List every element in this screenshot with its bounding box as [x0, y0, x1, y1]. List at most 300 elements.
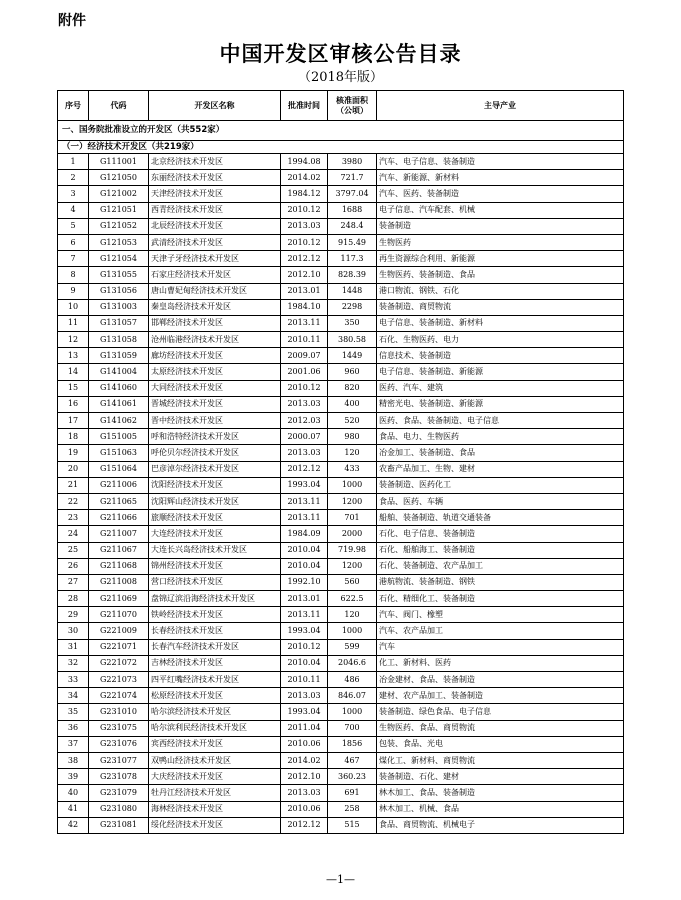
cell-approval-date: 2010.06 — [281, 801, 328, 817]
cell-index: 13 — [58, 348, 89, 364]
cell-index: 17 — [58, 413, 89, 429]
table-header-row — [58, 91, 624, 121]
cell-leading-industry: 食品、商贸物流、机械电子 — [377, 817, 624, 833]
header-leading-industry: 主导产业 — [377, 91, 624, 121]
section-heading: 一、国务院批准设立的开发区（共552家） — [58, 121, 624, 141]
cell-approval-date: 2012.12 — [281, 251, 328, 267]
cell-approved-area: 1449 — [328, 348, 377, 364]
cell-code: G211065 — [89, 493, 149, 509]
cell-leading-industry: 生物医药、装备制造、食品 — [377, 267, 624, 283]
cell-leading-industry: 农畜产品加工、生物、建材 — [377, 461, 624, 477]
cell-approval-date: 2013.11 — [281, 315, 328, 331]
table-row — [58, 267, 624, 283]
cell-code: G231010 — [89, 704, 149, 720]
cell-leading-industry: 化工、新材料、医药 — [377, 655, 624, 671]
cell-index: 30 — [58, 623, 89, 639]
cell-code: G211008 — [89, 574, 149, 590]
table-row — [58, 607, 624, 623]
cell-zone-name: 宾西经济技术开发区 — [149, 736, 281, 752]
subsection-heading: （一）经济技术开发区（共219家） — [58, 141, 624, 154]
cell-zone-name: 沧州临港经济技术开发区 — [149, 332, 281, 348]
cell-code: G131055 — [89, 267, 149, 283]
cell-approved-area: 1688 — [328, 202, 377, 218]
cell-zone-name: 海林经济技术开发区 — [149, 801, 281, 817]
table-row — [58, 558, 624, 574]
cell-zone-name: 邯郸经济技术开发区 — [149, 315, 281, 331]
cell-zone-name: 大庆经济技术开发区 — [149, 769, 281, 785]
document-subtitle: （2018年版） — [297, 70, 384, 85]
cell-index: 27 — [58, 574, 89, 590]
cell-zone-name: 长春汽车经济技术开发区 — [149, 639, 281, 655]
cell-index: 18 — [58, 429, 89, 445]
cell-approved-area: 560 — [328, 574, 377, 590]
cell-zone-name: 西青经济技术开发区 — [149, 202, 281, 218]
cell-index: 5 — [58, 218, 89, 234]
table-row — [58, 736, 624, 752]
cell-leading-industry: 生物医药 — [377, 234, 624, 250]
cell-index: 4 — [58, 202, 89, 218]
cell-index: 12 — [58, 332, 89, 348]
cell-approval-date: 2010.04 — [281, 542, 328, 558]
cell-leading-industry: 石化、精细化工、装备制造 — [377, 591, 624, 607]
cell-zone-name: 哈尔滨经济技术开发区 — [149, 704, 281, 720]
cell-approval-date: 2012.10 — [281, 769, 328, 785]
header-approved-area: 核准面积（公顷） — [328, 91, 377, 121]
cell-zone-name: 晋中经济技术开发区 — [149, 413, 281, 429]
cell-leading-industry: 装备制造、医药化工 — [377, 477, 624, 493]
cell-approved-area: 2298 — [328, 299, 377, 315]
cell-zone-name: 吉林经济技术开发区 — [149, 655, 281, 671]
cell-approved-area: 700 — [328, 720, 377, 736]
cell-approved-area: 701 — [328, 510, 377, 526]
cell-zone-name: 旅顺经济技术开发区 — [149, 510, 281, 526]
cell-index: 42 — [58, 817, 89, 833]
cell-index: 36 — [58, 720, 89, 736]
cell-approval-date: 2014.02 — [281, 752, 328, 768]
cell-index: 15 — [58, 380, 89, 396]
page-number: —1— — [326, 873, 355, 886]
table-row — [58, 688, 624, 704]
cell-code: G221072 — [89, 655, 149, 671]
cell-code: G211069 — [89, 591, 149, 607]
cell-leading-industry: 医药、食品、装备制造、电子信息 — [377, 413, 624, 429]
cell-approval-date: 2010.12 — [281, 234, 328, 250]
cell-approval-date: 2010.11 — [281, 332, 328, 348]
cell-approval-date: 1984.09 — [281, 526, 328, 542]
cell-leading-industry: 生物医药、食品、商贸物流 — [377, 720, 624, 736]
cell-approved-area: 980 — [328, 429, 377, 445]
cell-approved-area: 1000 — [328, 704, 377, 720]
cell-approved-area: 846.07 — [328, 688, 377, 704]
cell-leading-industry: 林木加工、机械、食品 — [377, 801, 624, 817]
cell-zone-name: 锦州经济技术开发区 — [149, 558, 281, 574]
cell-leading-industry: 医药、汽车、建筑 — [377, 380, 624, 396]
cell-approved-area: 1000 — [328, 623, 377, 639]
cell-approved-area: 599 — [328, 639, 377, 655]
cell-code: G221071 — [89, 639, 149, 655]
cell-zone-name: 秦皇岛经济技术开发区 — [149, 299, 281, 315]
cell-zone-name: 北辰经济技术开发区 — [149, 218, 281, 234]
cell-approved-area: 515 — [328, 817, 377, 833]
cell-approved-area: 691 — [328, 785, 377, 801]
table-row — [58, 591, 624, 607]
cell-approved-area: 120 — [328, 445, 377, 461]
cell-approval-date: 2001.06 — [281, 364, 328, 380]
table-row — [58, 704, 624, 720]
cell-approval-date: 2010.12 — [281, 639, 328, 655]
cell-index: 35 — [58, 704, 89, 720]
cell-approved-area: 486 — [328, 672, 377, 688]
cell-approved-area: 719.98 — [328, 542, 377, 558]
cell-code: G121053 — [89, 234, 149, 250]
table-row — [58, 639, 624, 655]
cell-approved-area: 248.4 — [328, 218, 377, 234]
cell-code: G141060 — [89, 380, 149, 396]
cell-code: G131059 — [89, 348, 149, 364]
cell-leading-industry: 汽车、医药、装备制造 — [377, 186, 624, 202]
cell-approved-area: 380.58 — [328, 332, 377, 348]
cell-index: 20 — [58, 461, 89, 477]
cell-approval-date: 1993.04 — [281, 704, 328, 720]
cell-index: 41 — [58, 801, 89, 817]
cell-approved-area: 2046.6 — [328, 655, 377, 671]
cell-approved-area: 960 — [328, 364, 377, 380]
cell-code: G211067 — [89, 542, 149, 558]
cell-zone-name: 营口经济技术开发区 — [149, 574, 281, 590]
cell-approval-date: 2013.11 — [281, 510, 328, 526]
cell-code: G221074 — [89, 688, 149, 704]
cell-zone-name: 大同经济技术开发区 — [149, 380, 281, 396]
cell-index: 7 — [58, 251, 89, 267]
table-row — [58, 574, 624, 590]
cell-approved-area: 2000 — [328, 526, 377, 542]
table-row — [58, 218, 624, 234]
table-row — [58, 817, 624, 833]
cell-index: 25 — [58, 542, 89, 558]
table-row — [58, 348, 624, 364]
table-row — [58, 251, 624, 267]
cell-code: G231081 — [89, 817, 149, 833]
cell-index: 33 — [58, 672, 89, 688]
table-row — [58, 526, 624, 542]
cell-code: G111001 — [89, 154, 149, 170]
cell-leading-industry: 食品、电力、生物医药 — [377, 429, 624, 445]
cell-code: G121052 — [89, 218, 149, 234]
cell-code: G221073 — [89, 672, 149, 688]
cell-approval-date: 1994.08 — [281, 154, 328, 170]
cell-zone-name: 太原经济技术开发区 — [149, 364, 281, 380]
cell-index: 3 — [58, 186, 89, 202]
cell-index: 11 — [58, 315, 89, 331]
table-row — [58, 429, 624, 445]
cell-index: 40 — [58, 785, 89, 801]
cell-leading-industry: 电子信息、汽车配套、机械 — [377, 202, 624, 218]
cell-index: 19 — [58, 445, 89, 461]
cell-leading-industry: 食品、医药、车辆 — [377, 493, 624, 509]
cell-code: G151005 — [89, 429, 149, 445]
cell-index: 31 — [58, 639, 89, 655]
table-row — [58, 720, 624, 736]
cell-approval-date: 2013.11 — [281, 493, 328, 509]
cell-code: G231077 — [89, 752, 149, 768]
table-row — [58, 186, 624, 202]
cell-approved-area: 520 — [328, 413, 377, 429]
cell-code: G211007 — [89, 526, 149, 542]
cell-index: 32 — [58, 655, 89, 671]
cell-code: G211066 — [89, 510, 149, 526]
cell-code: G121054 — [89, 251, 149, 267]
header-zone-name: 开发区名称 — [149, 91, 281, 121]
table-row — [58, 413, 624, 429]
cell-zone-name: 巴彦淖尔经济技术开发区 — [149, 461, 281, 477]
cell-leading-industry: 石化、生物医药、电力 — [377, 332, 624, 348]
cell-approval-date: 1993.04 — [281, 477, 328, 493]
cell-approval-date: 2014.02 — [281, 170, 328, 186]
cell-leading-industry: 港口物流、钢铁、石化 — [377, 283, 624, 299]
cell-code: G221009 — [89, 623, 149, 639]
cell-code: G131058 — [89, 332, 149, 348]
cell-leading-industry: 电子信息、装备制造、新材料 — [377, 315, 624, 331]
cell-leading-industry: 汽车、阀门、橡塑 — [377, 607, 624, 623]
cell-code: G131003 — [89, 299, 149, 315]
table-row — [58, 801, 624, 817]
cell-approved-area: 3980 — [328, 154, 377, 170]
development-zone-table — [57, 90, 624, 834]
cell-leading-industry: 石化、电子信息、装备制造 — [377, 526, 624, 542]
cell-code: G131056 — [89, 283, 149, 299]
cell-approval-date: 1984.12 — [281, 186, 328, 202]
cell-zone-name: 松原经济技术开发区 — [149, 688, 281, 704]
cell-code: G211070 — [89, 607, 149, 623]
cell-leading-industry: 冶金建材、食品、装备制造 — [377, 672, 624, 688]
cell-approved-area: 120 — [328, 607, 377, 623]
cell-zone-name: 东丽经济技术开发区 — [149, 170, 281, 186]
table-row — [58, 299, 624, 315]
header-approval-date: 批准时间 — [281, 91, 328, 121]
cell-leading-industry: 港航物流、装备制造、钢铁 — [377, 574, 624, 590]
header-index: 序号 — [58, 91, 89, 121]
cell-code: G231079 — [89, 785, 149, 801]
cell-approved-area: 467 — [328, 752, 377, 768]
cell-approved-area: 1000 — [328, 477, 377, 493]
cell-approved-area: 1856 — [328, 736, 377, 752]
cell-zone-name: 呼和浩特经济技术开发区 — [149, 429, 281, 445]
cell-approval-date: 2013.03 — [281, 688, 328, 704]
cell-approval-date: 2012.10 — [281, 267, 328, 283]
table-row — [58, 315, 624, 331]
cell-approved-area: 117.3 — [328, 251, 377, 267]
cell-leading-industry: 装备制造、石化、建材 — [377, 769, 624, 785]
document-title: 中国开发区审核公告目录 — [219, 41, 462, 66]
cell-zone-name: 长春经济技术开发区 — [149, 623, 281, 639]
cell-approval-date: 2013.03 — [281, 396, 328, 412]
cell-approval-date: 2012.12 — [281, 817, 328, 833]
cell-leading-industry: 汽车、农产品加工 — [377, 623, 624, 639]
cell-zone-name: 大连长兴岛经济技术开发区 — [149, 542, 281, 558]
cell-code: G131057 — [89, 315, 149, 331]
cell-index: 6 — [58, 234, 89, 250]
cell-approval-date: 2010.06 — [281, 736, 328, 752]
cell-approved-area: 400 — [328, 396, 377, 412]
table-row — [58, 785, 624, 801]
cell-zone-name: 绥化经济技术开发区 — [149, 817, 281, 833]
cell-code: G231075 — [89, 720, 149, 736]
cell-index: 26 — [58, 558, 89, 574]
cell-zone-name: 牡丹江经济技术开发区 — [149, 785, 281, 801]
cell-approval-date: 2013.03 — [281, 785, 328, 801]
cell-zone-name: 北京经济技术开发区 — [149, 154, 281, 170]
cell-leading-industry: 石化、船舶海工、装备制造 — [377, 542, 624, 558]
table-row — [58, 510, 624, 526]
table-row — [58, 380, 624, 396]
cell-leading-industry: 包装、食品、光电 — [377, 736, 624, 752]
cell-approval-date: 2010.04 — [281, 558, 328, 574]
cell-index: 39 — [58, 769, 89, 785]
cell-index: 22 — [58, 493, 89, 509]
cell-zone-name: 天津子牙经济技术开发区 — [149, 251, 281, 267]
cell-approval-date: 2012.03 — [281, 413, 328, 429]
cell-approval-date: 2011.04 — [281, 720, 328, 736]
cell-leading-industry: 装备制造、绿色食品、电子信息 — [377, 704, 624, 720]
cell-approval-date: 2013.03 — [281, 445, 328, 461]
cell-zone-name: 呼伦贝尔经济技术开发区 — [149, 445, 281, 461]
cell-approval-date: 2013.01 — [281, 591, 328, 607]
cell-approved-area: 350 — [328, 315, 377, 331]
table-row — [58, 655, 624, 671]
cell-code: G141062 — [89, 413, 149, 429]
cell-approval-date: 2010.12 — [281, 202, 328, 218]
cell-zone-name: 沈阳经济技术开发区 — [149, 477, 281, 493]
cell-code: G151064 — [89, 461, 149, 477]
cell-index: 28 — [58, 591, 89, 607]
cell-zone-name: 廊坊经济技术开发区 — [149, 348, 281, 364]
cell-zone-name: 唐山曹妃甸经济技术开发区 — [149, 283, 281, 299]
cell-zone-name: 哈尔滨利民经济技术开发区 — [149, 720, 281, 736]
table-row — [58, 154, 624, 170]
cell-index: 23 — [58, 510, 89, 526]
cell-code: G151063 — [89, 445, 149, 461]
cell-leading-industry: 装备制造、商贸物流 — [377, 299, 624, 315]
cell-code: G211006 — [89, 477, 149, 493]
cell-approved-area: 915.49 — [328, 234, 377, 250]
attachment-label: 附件 — [58, 13, 86, 29]
cell-leading-industry: 汽车、新能源、新材料 — [377, 170, 624, 186]
cell-approval-date: 2010.11 — [281, 672, 328, 688]
cell-approval-date: 2010.04 — [281, 655, 328, 671]
cell-leading-industry: 石化、装备制造、农产品加工 — [377, 558, 624, 574]
cell-index: 1 — [58, 154, 89, 170]
cell-approved-area: 721.7 — [328, 170, 377, 186]
cell-index: 21 — [58, 477, 89, 493]
cell-index: 2 — [58, 170, 89, 186]
cell-leading-industry: 建材、农产品加工、装备制造 — [377, 688, 624, 704]
cell-zone-name: 沈阳辉山经济技术开发区 — [149, 493, 281, 509]
cell-code: G141061 — [89, 396, 149, 412]
table-row — [58, 364, 624, 380]
cell-index: 9 — [58, 283, 89, 299]
cell-code: G141004 — [89, 364, 149, 380]
table-row — [58, 461, 624, 477]
cell-leading-industry: 信息技术、装备制造 — [377, 348, 624, 364]
cell-leading-industry: 汽车 — [377, 639, 624, 655]
cell-leading-industry: 船舶、装备制造、轨道交通装备 — [377, 510, 624, 526]
table-row — [58, 234, 624, 250]
cell-code: G121051 — [89, 202, 149, 218]
cell-leading-industry: 精密光电、装备制造、新能源 — [377, 396, 624, 412]
cell-zone-name: 武清经济技术开发区 — [149, 234, 281, 250]
cell-zone-name: 铁岭经济技术开发区 — [149, 607, 281, 623]
cell-zone-name: 天津经济技术开发区 — [149, 186, 281, 202]
cell-approval-date: 1992.10 — [281, 574, 328, 590]
table-row — [58, 332, 624, 348]
cell-approved-area: 433 — [328, 461, 377, 477]
cell-approved-area: 1200 — [328, 558, 377, 574]
table-row — [58, 769, 624, 785]
table-row — [58, 170, 624, 186]
cell-approved-area: 3797.04 — [328, 186, 377, 202]
cell-approval-date: 2013.01 — [281, 283, 328, 299]
cell-index: 24 — [58, 526, 89, 542]
cell-leading-industry: 装备制造 — [377, 218, 624, 234]
cell-leading-industry: 电子信息、装备制造、新能源 — [377, 364, 624, 380]
cell-approved-area: 622.5 — [328, 591, 377, 607]
table-row — [58, 283, 624, 299]
cell-approval-date: 2010.12 — [281, 380, 328, 396]
cell-zone-name: 晋城经济技术开发区 — [149, 396, 281, 412]
cell-zone-name: 四平红嘴经济技术开发区 — [149, 672, 281, 688]
cell-approval-date: 2012.12 — [281, 461, 328, 477]
cell-leading-industry: 再生资源综合利用、新能源 — [377, 251, 624, 267]
cell-approved-area: 1448 — [328, 283, 377, 299]
cell-code: G121050 — [89, 170, 149, 186]
table-row — [58, 445, 624, 461]
cell-leading-industry: 冶金加工、装备制造、食品 — [377, 445, 624, 461]
cell-approved-area: 1200 — [328, 493, 377, 509]
cell-code: G121002 — [89, 186, 149, 202]
cell-approval-date: 2009.07 — [281, 348, 328, 364]
cell-index: 38 — [58, 752, 89, 768]
cell-leading-industry: 煤化工、新材料、商贸物流 — [377, 752, 624, 768]
table-row — [58, 542, 624, 558]
cell-zone-name: 双鸭山经济技术开发区 — [149, 752, 281, 768]
table-row — [58, 202, 624, 218]
cell-approval-date: 2013.03 — [281, 218, 328, 234]
table-row — [58, 752, 624, 768]
cell-index: 8 — [58, 267, 89, 283]
cell-code: G211068 — [89, 558, 149, 574]
cell-approved-area: 258 — [328, 801, 377, 817]
cell-code: G231080 — [89, 801, 149, 817]
table-row — [58, 477, 624, 493]
cell-zone-name: 石家庄经济技术开发区 — [149, 267, 281, 283]
cell-approval-date: 1984.10 — [281, 299, 328, 315]
cell-zone-name: 盘锦辽滨沿海经济技术开发区 — [149, 591, 281, 607]
cell-approved-area: 360.23 — [328, 769, 377, 785]
cell-approval-date: 2013.11 — [281, 607, 328, 623]
table-row — [58, 672, 624, 688]
cell-index: 34 — [58, 688, 89, 704]
table-row — [58, 623, 624, 639]
cell-approved-area: 828.39 — [328, 267, 377, 283]
cell-approval-date: 2000.07 — [281, 429, 328, 445]
cell-index: 37 — [58, 736, 89, 752]
cell-zone-name: 大连经济技术开发区 — [149, 526, 281, 542]
cell-code: G231076 — [89, 736, 149, 752]
cell-leading-industry: 林木加工、食品、装备制造 — [377, 785, 624, 801]
cell-index: 16 — [58, 396, 89, 412]
cell-index: 10 — [58, 299, 89, 315]
cell-approved-area: 820 — [328, 380, 377, 396]
